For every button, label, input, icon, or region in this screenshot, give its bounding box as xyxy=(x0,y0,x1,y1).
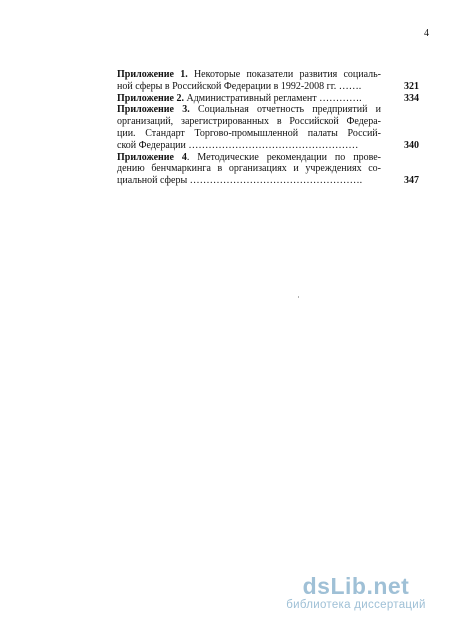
toc-entry-text: дению бенчмаркинга в организациях и учреждениях со- xyxy=(117,163,381,175)
toc-entry-line xyxy=(117,104,381,116)
toc-entry-appendix-2[interactable] xyxy=(117,93,419,105)
toc-entry-appendix-1[interactable] xyxy=(117,69,419,93)
toc-entry-text: ции. Стандарт Торгово-промышленной палаты Россий- xyxy=(117,127,381,139)
toc-entry-text: Административный регламент …………. xyxy=(183,92,362,104)
table-of-contents xyxy=(117,69,419,187)
toc-entry-text: . Методические рекомендации по прове- xyxy=(186,151,381,163)
toc-entry-text: циальной сферы ……………………………………………. xyxy=(117,175,363,187)
toc-entry-heading: Приложение 1. xyxy=(117,69,188,80)
toc-entry-text: Некоторые показатели развития социаль- xyxy=(187,69,381,80)
watermark-logo: dsLib.net xyxy=(302,573,410,599)
toc-entry-page-number: 347 xyxy=(404,175,419,187)
toc-entry-text: организаций, зарегистрированных в Российской Федера- xyxy=(117,116,381,128)
toc-entry-page-number: 334 xyxy=(404,92,419,104)
toc-entry-line xyxy=(117,69,381,81)
toc-entry-text: ной сферы в Российской Федерации в 1992-2008 гг. ……. xyxy=(117,80,362,92)
toc-entry-heading: Приложение 2. xyxy=(117,92,184,104)
toc-entry-text: ской Федерации …………………………………………… xyxy=(117,139,359,151)
toc-entry-appendix-3[interactable] xyxy=(117,104,419,151)
toc-entry-text: Социальная отчетность предприятий и xyxy=(189,104,381,116)
watermark-tagline: библиотека диссертаций xyxy=(286,599,426,611)
toc-entry-line xyxy=(117,93,381,105)
toc-entry-heading: Приложение 3. xyxy=(117,104,190,116)
toc-entry-page-number: 340 xyxy=(404,139,419,151)
toc-entry-heading: Приложение 4 xyxy=(117,151,187,163)
scan-speck xyxy=(298,296,299,298)
toc-entry-appendix-4[interactable] xyxy=(117,152,419,187)
page-number: 4 xyxy=(424,28,429,39)
toc-entry-line xyxy=(117,152,381,164)
toc-entry-page-number: 321 xyxy=(404,80,419,92)
watermark xyxy=(276,574,436,612)
